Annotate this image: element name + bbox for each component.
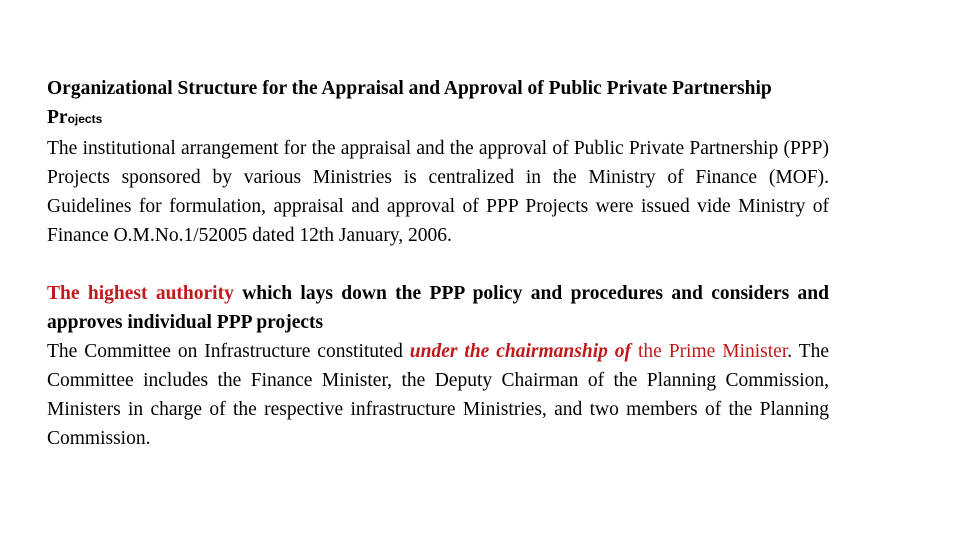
prime-minister-text: the Prime Minister [631, 341, 788, 362]
section-2-body [47, 337, 829, 453]
section-2-heading [47, 279, 829, 337]
section-1-heading-main: Organizational Structure for the Appraisal and Approval of Public Private Partnership Pr [47, 78, 772, 128]
slide-content [47, 74, 829, 453]
paragraph-gap [47, 250, 829, 279]
section-1-body: The institutional arrangement for the appraisal and the approval of Public Private Partnership (PPP) Projects sponsored by various Ministries is centralized in the Ministry of Finance (MOF). Guidelines for formulation, appraisal and approval of PPP Projects were issued vide Ministry of Finance O.M.No.1/52005 dated 12th January, 2006. [47, 138, 829, 246]
section-2-body-rest: . The Committee includes the Finance Minister, the Deputy Chairman of the Planning Commission, Ministers in charge of the respective infrastructure Ministries, and two members of the Planning Commission. [47, 341, 830, 449]
section-2-body-intro: The Committee on Infrastructure constituted [47, 341, 410, 362]
section-1-heading [47, 74, 829, 134]
section-1-heading-tail: ojects [67, 112, 103, 126]
section-2-heading-rest: which lays down the PPP policy and procedures and considers and approves individual PPP projects [47, 283, 830, 333]
highest-authority-label: The highest authority [47, 283, 234, 304]
chairmanship-emphasis: under the chairmanship of [409, 341, 632, 362]
